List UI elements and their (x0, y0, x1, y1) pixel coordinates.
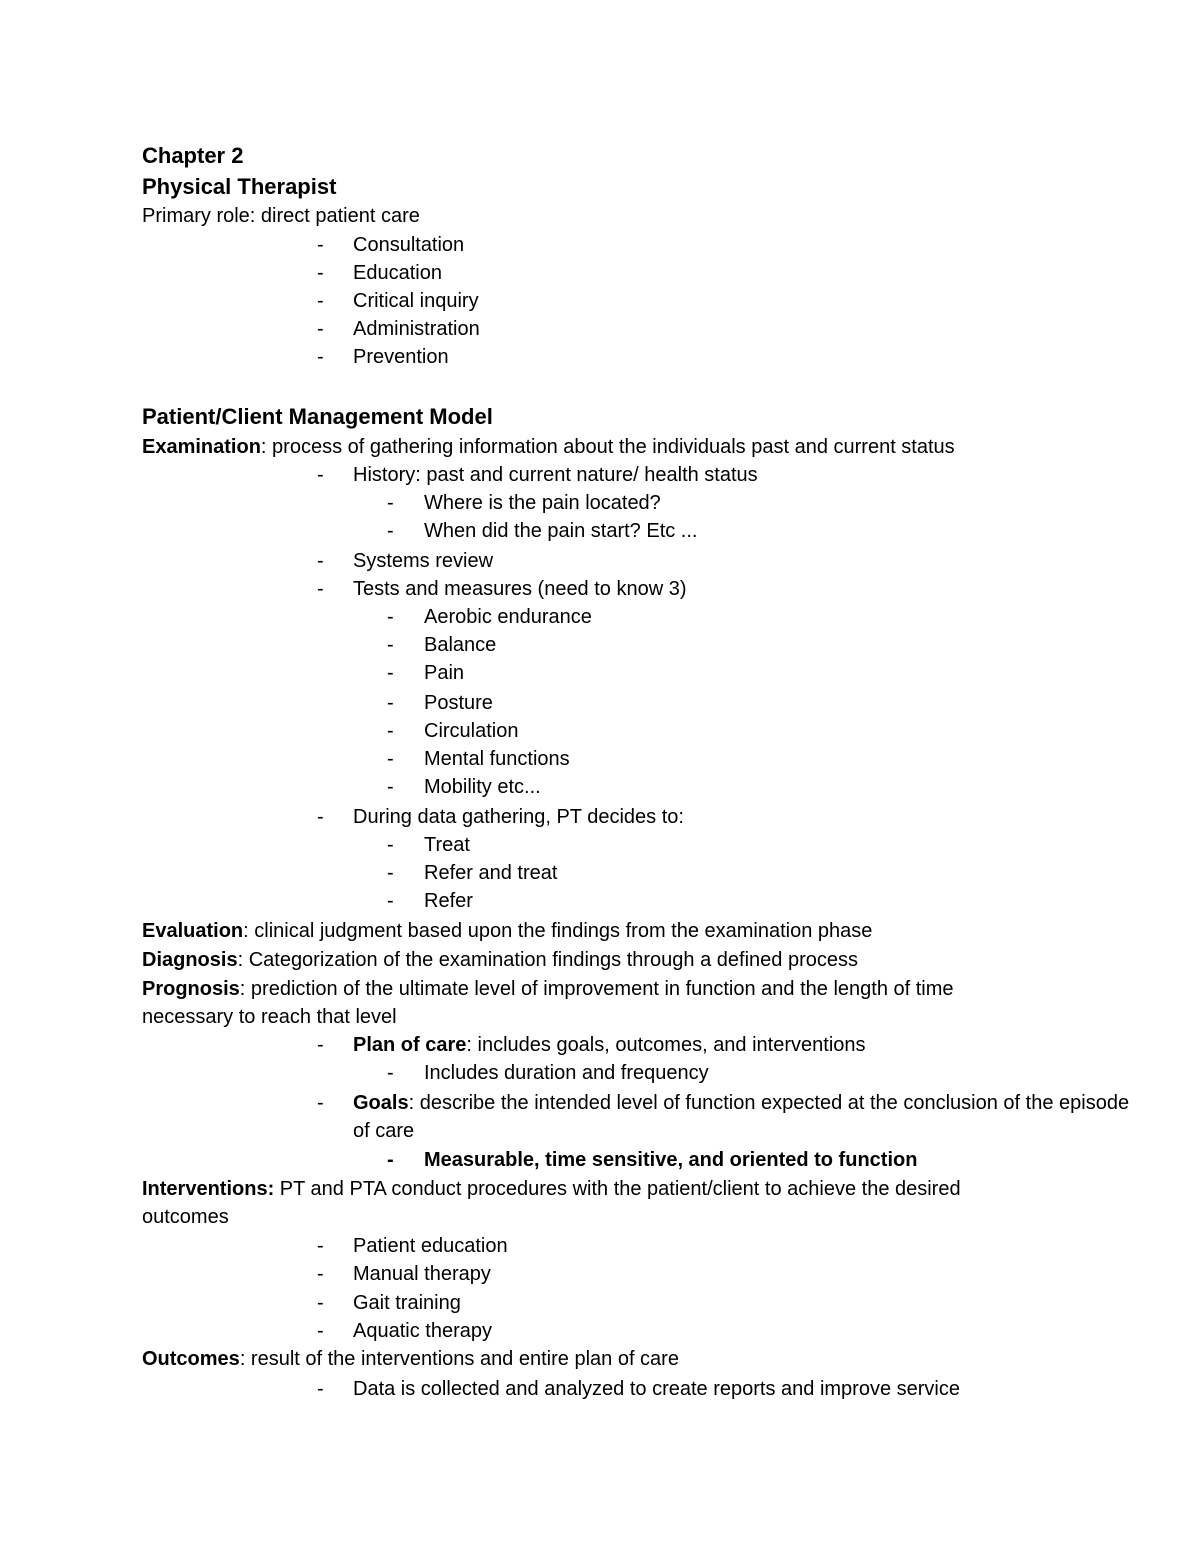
list-item-text: Measurable, time sensitive, and oriented to function (424, 1149, 918, 1171)
list-item-text: Prevention (353, 346, 449, 368)
examination-definition (142, 433, 1080, 461)
interventions-definition (142, 1175, 1080, 1203)
bullet-dash: - (387, 1062, 394, 1084)
list-item-text: Treat (424, 834, 470, 856)
bullet-dash: - (317, 318, 324, 340)
section-title-physical-therapist: Physical Therapist (142, 174, 337, 199)
list-item-text: Refer and treat (424, 862, 558, 884)
term-examination: Examination (142, 436, 261, 458)
goals-def: : describe the intended level of function expected at the conclusion of the episode (408, 1092, 1130, 1114)
list-item-text: Manual therapy (353, 1263, 491, 1285)
bullet-dash: - (387, 776, 394, 798)
list-item-text: Data is collected and analyzed to create reports and improve service (353, 1378, 960, 1400)
outcomes-def: : result of the interventions and entire plan of care (239, 1348, 679, 1370)
list-item-text: Systems review (353, 550, 494, 572)
list-item-text: During data gathering, PT decides to: (353, 806, 684, 828)
bullet-dash: - (317, 550, 324, 572)
goals-def-continued: of care (353, 1120, 415, 1142)
list-item-text: History: past and current nature/ health status (353, 464, 758, 486)
bullet-dash: - (387, 662, 394, 684)
bullet-dash: - (387, 692, 394, 714)
prognosis-def: : prediction of the ultimate level of improvement in function and the length of time (239, 978, 954, 1000)
outcomes-definition (142, 1345, 1080, 1373)
bullet-dash: - (317, 464, 324, 486)
diagnosis-definition (142, 946, 1080, 974)
list-item-text: Aquatic therapy (353, 1320, 492, 1342)
examination-def: : process of gathering information about the individuals past and current status (260, 436, 955, 458)
list-item-text: Where is the pain located? (424, 492, 661, 514)
bullet-dash: - (387, 520, 394, 542)
term-evaluation: Evaluation (142, 920, 244, 942)
bullet-dash: - (317, 1235, 324, 1257)
diagnosis-def: : Categorization of the examination findings through a defined process (237, 949, 858, 971)
chapter-title: Chapter 2 (142, 143, 244, 168)
evaluation-def: : clinical judgment based upon the findings from the examination phase (243, 920, 873, 942)
term-goals: Goals (353, 1092, 409, 1114)
prognosis-def-continued: necessary to reach that level (142, 1006, 397, 1028)
term-outcomes: Outcomes (142, 1348, 240, 1370)
bullet-dash: - (317, 1320, 324, 1342)
bullet-dash: - (387, 606, 394, 628)
bullet-dash: - (317, 290, 324, 312)
evaluation-definition (142, 917, 1080, 945)
list-item-text: Mobility etc... (424, 776, 541, 798)
bullet-dash: - (317, 1263, 324, 1285)
list-item-text: Consultation (353, 234, 465, 256)
bullet-dash: - (387, 720, 394, 742)
list-item-text (353, 1031, 866, 1059)
bullet-dash: - (317, 1034, 324, 1056)
list-item-text: Balance (424, 634, 497, 656)
list-item-text: Gait training (353, 1292, 461, 1314)
bullet-dash: - (317, 578, 324, 600)
plan-of-care-def: : includes goals, outcomes, and interventions (466, 1034, 866, 1056)
bullet-dash: - (387, 634, 394, 656)
list-item-text: Mental functions (424, 748, 570, 770)
list-item-text: Includes duration and frequency (424, 1062, 709, 1084)
list-item-text: Pain (424, 662, 465, 684)
bullet-dash: - (387, 890, 394, 912)
term-prognosis: Prognosis (142, 978, 240, 1000)
list-item-text: Patient education (353, 1235, 508, 1257)
list-item-text: Posture (424, 692, 493, 714)
list-item-text: When did the pain start? Etc ... (424, 520, 698, 542)
bullet-dash: - (317, 1378, 324, 1400)
term-interventions: Interventions: (142, 1178, 275, 1200)
bullet-dash: - (387, 862, 394, 884)
list-item-text: Refer (424, 890, 473, 912)
interventions-def-continued: outcomes (142, 1206, 229, 1228)
list-item-text: Critical inquiry (353, 290, 479, 312)
list-item-text: Tests and measures (need to know 3) (353, 578, 687, 600)
section-title-management-model: Patient/Client Management Model (142, 404, 493, 429)
term-plan-of-care: Plan of care (353, 1034, 467, 1056)
list-item-text (353, 1089, 1129, 1117)
bullet-dash: - (387, 492, 394, 514)
bullet-dash: - (317, 346, 324, 368)
list-item-text: Circulation (424, 720, 519, 742)
bullet-dash: - (317, 806, 324, 828)
bullet-dash: - (317, 1092, 324, 1114)
list-item-text: Aerobic endurance (424, 606, 592, 628)
primary-role-text: Primary role: direct patient care (142, 205, 420, 227)
bullet-dash: - (387, 834, 394, 856)
bullet-dash: - (317, 1292, 324, 1314)
bullet-dash: - (317, 262, 324, 284)
bullet-dash: - (317, 234, 324, 256)
bullet-dash: - (387, 748, 394, 770)
interventions-def: PT and PTA conduct procedures with the patient/client to achieve the desired (274, 1178, 961, 1200)
list-item-text: Administration (353, 318, 480, 340)
prognosis-definition (142, 975, 1080, 1003)
bullet-dash: - (387, 1149, 394, 1171)
term-diagnosis: Diagnosis (142, 949, 238, 971)
list-item-text: Education (353, 262, 442, 284)
